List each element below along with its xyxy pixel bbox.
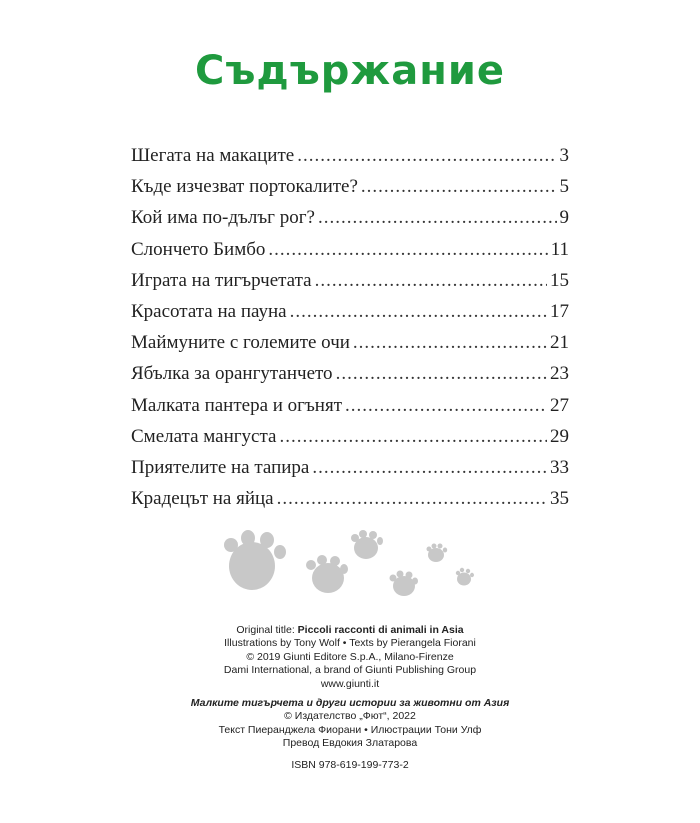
toc-entry-page: 5 xyxy=(559,176,569,198)
toc-entry-page: 3 xyxy=(559,145,569,166)
bulgarian-title: Малките тигърчета и други истории за животни от Азия xyxy=(190,697,510,710)
dot-leader xyxy=(315,265,547,296)
dot-leader xyxy=(268,234,547,265)
toc-entry-page: 29 xyxy=(550,425,569,447)
translation-credit: Превод Евдокия Златарова xyxy=(282,737,418,750)
toc-entry-page: 33 xyxy=(550,456,569,478)
toc-entry-title: Приятелите на тапира xyxy=(131,456,310,478)
paw-print-tiny xyxy=(427,544,448,563)
table-of-contents xyxy=(131,140,569,514)
dot-leader xyxy=(336,358,547,389)
toc-entry[interactable] xyxy=(131,202,569,233)
dot-leader xyxy=(277,483,547,514)
page-title: Съдържание xyxy=(195,48,505,94)
toc-entry[interactable] xyxy=(131,296,569,327)
toc-entry-title: Къде изчезват портокалите? xyxy=(131,176,358,198)
paw-print-smallest xyxy=(456,568,474,586)
toc-entry-title: Ябълка за орангутанчето xyxy=(131,363,333,385)
toc-entry[interactable] xyxy=(131,171,569,202)
toc-entry-title: Смелата мангуста xyxy=(131,425,277,447)
toc-entry[interactable] xyxy=(131,327,569,358)
toc-entry-title: Красотата на пауна xyxy=(131,300,287,322)
toc-entry-title: Шегата на макаците xyxy=(131,145,295,166)
bulgarian-publisher: © Издателство „Фют“, 2022 xyxy=(284,710,416,723)
toc-entry-title: Маймуните с големите очи xyxy=(131,332,350,354)
illustrations-credit: Illustrations by Tony Wolf • Texts by Pierangela Fiorani xyxy=(224,637,476,650)
toc-entry[interactable] xyxy=(131,483,569,514)
toc-entry-page: 9 xyxy=(559,207,569,229)
toc-entry-title: Играта на тигърчетата xyxy=(131,269,312,291)
brand-line: Dami International, a brand of Giunti Publishing Group xyxy=(223,664,477,677)
toc-entry-title: Малката пантера и огънят xyxy=(131,394,343,416)
toc-entry-title: Кой има по-дълъг рог? xyxy=(131,207,315,229)
paw-print-small xyxy=(351,530,383,559)
paw-print-large xyxy=(224,530,286,590)
toc-entry[interactable] xyxy=(131,265,569,296)
toc-entry-page: 15 xyxy=(550,269,569,291)
toc-entry[interactable] xyxy=(131,421,569,452)
original-title: Piccoli racconti di animali in Asia xyxy=(297,624,464,636)
dot-leader xyxy=(312,452,547,483)
toc-entry-page: 23 xyxy=(550,363,569,385)
website-link[interactable]: www.giunti.it xyxy=(320,677,380,690)
dot-leader xyxy=(353,327,547,358)
dot-leader xyxy=(361,171,557,202)
dot-leader xyxy=(297,140,556,171)
paw-print-medium xyxy=(306,555,348,593)
dot-leader xyxy=(345,390,547,421)
toc-entry-page: 35 xyxy=(550,488,569,510)
dot-leader xyxy=(290,296,547,327)
toc-entry-page: 17 xyxy=(550,300,569,322)
toc-entry-title: Крадецът на яйца xyxy=(131,488,274,510)
toc-entry[interactable] xyxy=(131,358,569,389)
toc-entry[interactable] xyxy=(131,140,569,171)
copyright-line: © 2019 Giunti Editore S.p.A., Milano-Firenze xyxy=(246,650,454,663)
isbn: ISBN 978-619-199-773-2 xyxy=(291,758,409,771)
dot-leader xyxy=(279,421,547,452)
dot-leader xyxy=(318,202,557,233)
original-title-line xyxy=(0,624,700,637)
toc-entry-title: Слончето Бимбо xyxy=(131,238,266,260)
original-title-label: Original title: xyxy=(236,624,295,636)
toc-entry-page: 11 xyxy=(550,238,569,260)
toc-entry[interactable] xyxy=(131,234,569,265)
bulgarian-text-credit: Текст Пиeранджела Фиорани • Илюстрации Тони Улф xyxy=(218,723,482,736)
toc-entry[interactable] xyxy=(131,452,569,483)
toc-entry[interactable] xyxy=(131,390,569,421)
toc-entry-page: 21 xyxy=(550,332,569,354)
paw-print-medium-small xyxy=(390,571,419,597)
colophon xyxy=(0,624,700,772)
toc-entry-page: 27 xyxy=(550,394,569,416)
